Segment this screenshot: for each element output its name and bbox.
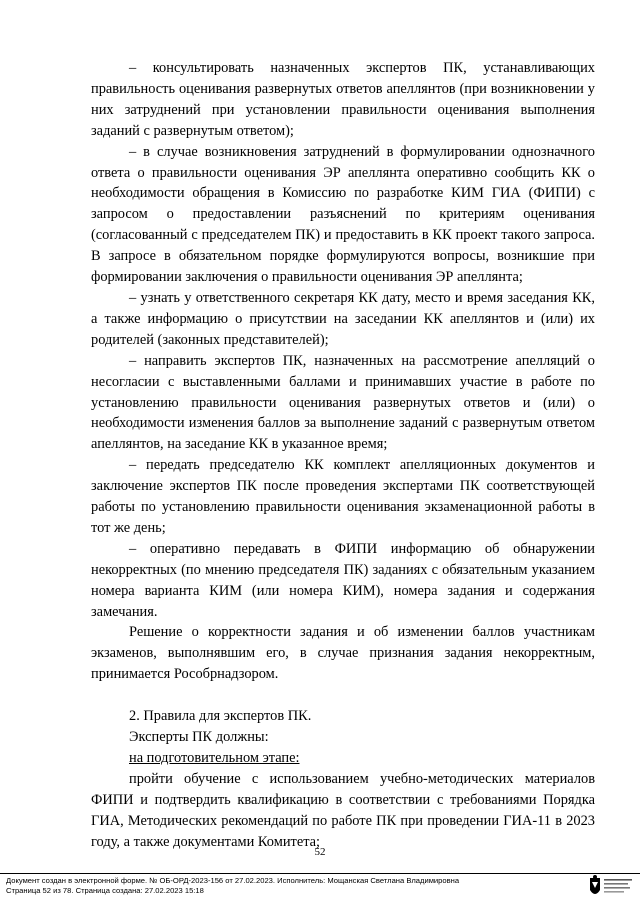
paragraph: – узнать у ответственного секретаря КК дату, место и время заседания КК, а также информацию о присутствии на заседании КК апеллянтов и (или) их родителей (законных представителей);: [91, 289, 595, 348]
stage-label-text: на подготовительном этапе:: [129, 749, 300, 766]
stage-label: [91, 748, 595, 769]
paragraph: – в случае возникновения затруднений в формулировании однозначного ответа о правильности оценивания ЭР апеллянта оперативно сообщить КК о необходимости обращения в Комиссию по разработке КИМ ГИА (ФИПИ) с запросом о предоставлении разъяснений по критериям оценивания (согласованный с председателем ПК) и предоставить в КК проект такого запроса. В запросе в обязательном порядке формулируются вопросы, возникшие при формировании заключения о правильности оценивания ЭР апеллянта;: [91, 143, 595, 286]
footer-line-1: Документ создан в электронной форме. № ОБ-ОРД-2023-156 от 27.02.2023. Исполнитель: Мощанская Светлана Владимировна: [6, 876, 460, 885]
footer-line-2: Страница 52 из 78. Страница создана: 27.02.2023 15:18: [6, 885, 204, 895]
page-number: 52: [314, 846, 326, 858]
footer-divider: [0, 873, 640, 874]
paragraph: – консультировать назначенных экспертов ПК, устанавливающих правильность оценивания развернутых ответов апеллянтов (при возникновении у них затруднений при установлении правильности оценивания выполнения заданий с развернутым ответом);: [91, 60, 595, 139]
document-footer: [6, 876, 566, 896]
paragraph: Решение о корректности задания и об изменении баллов участникам экзаменов, выполнявшим его, в случае признания задания некорректным, принимается Рособрнадзором.: [91, 624, 595, 683]
paragraph: – оперативно передавать в ФИПИ информацию об обнаружении некорректных (по мнению председателя ПК) заданиях с обязательным указанием номера варианта КИМ (или номера КИМ), номера задания и содержания замечания.: [91, 540, 595, 620]
experts-must-label: Эксперты ПК должны:: [129, 728, 269, 745]
paragraph: – направить экспертов ПК, назначенных на рассмотрение апелляций о несогласии с выставленными баллами и принимавших участие в работе по установлению правильности оценивания развернутых ответов и (или) о необходимости изменения баллов за выполнение заданий с развернутым ответом апеллянтов, на заседание КК в указанное время;: [91, 352, 595, 453]
paragraph: пройти обучение с использованием учебно-методических материалов ФИПИ и подтвердить квалификацию в соответствии с требованиями Порядка ГИА, Методических рекомендаций по работе ПК при проведении ГИА-11 в 2023 году, а также документами Комитета;: [91, 770, 595, 850]
document-body: [91, 58, 595, 852]
paragraph: – передать председателю КК комплект апелляционных документов и заключение экспертов ПК после проведения экспертами ПК соответствующей работы по установлению правильности оценивания экзаменационной работы в тот же день;: [91, 457, 595, 536]
section-heading: 2. Правила для экспертов ПК.: [129, 708, 312, 725]
coat-of-arms-logo-icon: [584, 874, 636, 902]
